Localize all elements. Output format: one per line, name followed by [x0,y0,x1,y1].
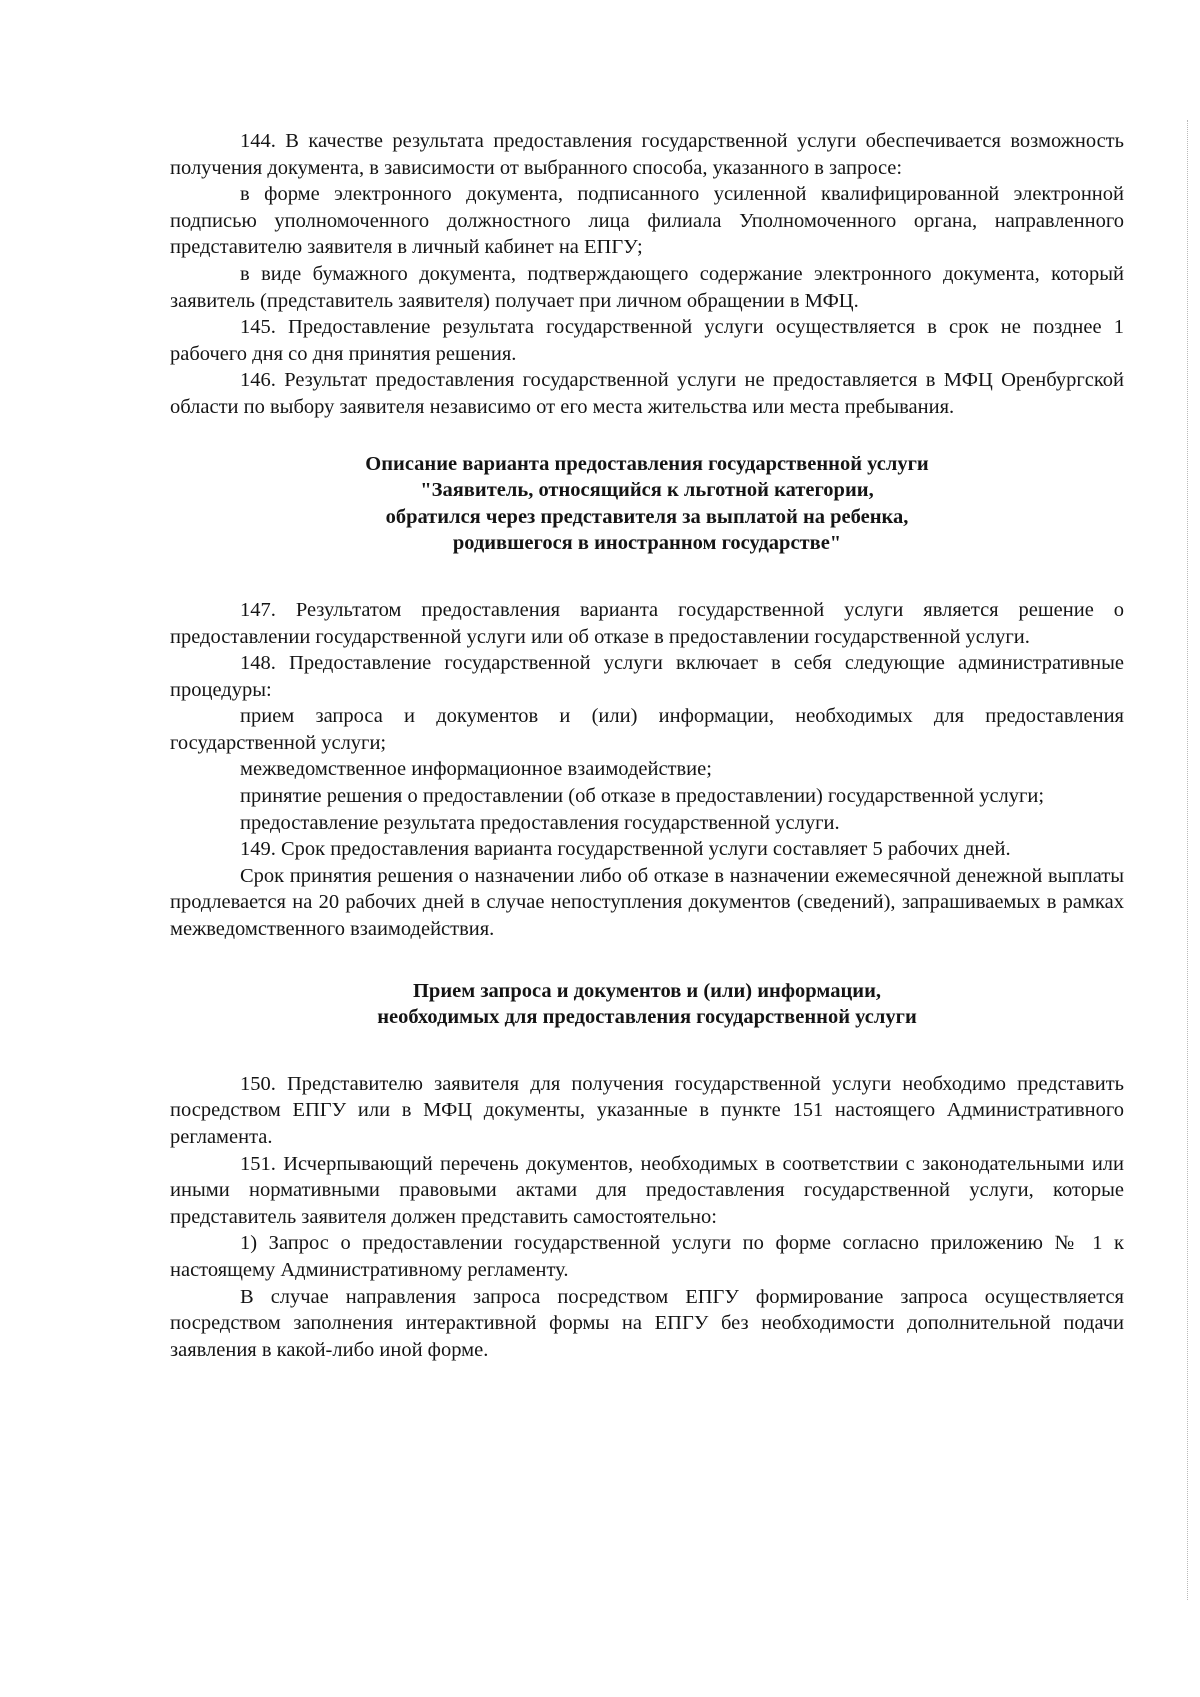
paragraph-148: 148. Предоставление государственной услуги включает в себя следующие административные процедуры: [170,652,1124,701]
paragraph-146: 146. Результат предоставления государственной услуги не предоставляется в МФЦ Оренбургской области по выбору заявителя независимо от его места жительства или места пребывания. [170,369,1124,418]
heading-line: Прием запроса и документов и (или) информации, [412,979,882,1002]
heading-line: "Заявитель, относящийся к льготной категории, [420,479,874,502]
procedure-item: прием запроса и документов и (или) информации, необходимых для предоставления государственной услуги; [170,705,1124,754]
heading-line: Описание варианта предоставления государственной услуги [365,452,929,475]
scan-edge-dotted-line [1187,120,1188,1600]
section-heading-request-reception [170,978,1124,1031]
section-heading-variant-description [170,451,1124,557]
procedure-item: принятие решения о предоставлении (об отказе в предоставлении) государственной услуги; [240,785,1045,808]
paragraph-151-item-1: 1) Запрос о предоставлении государственной услуги по форме согласно приложению № 1 к настоящему Административному регламенту. [170,1232,1124,1281]
procedure-item: предоставление результата предоставления государственной услуги. [240,811,840,834]
heading-line: необходимых для предоставления государственной услуги [377,1006,917,1029]
heading-line: родившегося в иностранном государстве" [452,532,842,555]
paragraph-144-electronic-form: в форме электронного документа, подписанного усиленной квалифицированной электронной подписью уполномоченного должностного лица филиала Уполномоченного органа, направленного представителю заявителя в личный кабинет на ЕПГУ; [170,183,1124,259]
document-body [170,128,1124,1363]
heading-line: обратился через представителя за выплатой на ребенка, [385,505,909,528]
procedure-item: межведомственное информационное взаимодействие; [240,758,712,781]
paragraph-144: 144. В качестве результата предоставления государственной услуги обеспечивается возможность получения документа, в зависимости от выбранного способа, указанного в запросе: [170,130,1124,179]
paragraph-144-paper-form: в виде бумажного документа, подтверждающего содержание электронного документа, который заявитель (представитель заявителя) получает при личном обращении в МФЦ. [170,262,1124,312]
paragraph-150: 150. Представителю заявителя для получения государственной услуги необходимо представить посредством ЕПГУ или в МФЦ документы, указанные в пункте 151 настоящего Административного регламента. [170,1072,1124,1148]
paragraph-149: 149. Срок предоставления варианта государственной услуги составляет 5 рабочих дней. [240,838,1011,861]
paragraph-147: 147. Результатом предоставления варианта государственной услуги является решение о предоставлении государственной услуги или об отказе в предоставлении государственной услуги. [170,598,1124,648]
paragraph-151: 151. Исчерпывающий перечень документов, необходимых в соответствии с законодательными или иными нормативными правовыми актами для предоставления государственной услуги, которые представитель заявителя должен представить самостоятельно: [170,1152,1124,1228]
paragraph-149-extension: Срок принятия решения о назначении либо об отказе в назначении ежемесячной денежной выплаты продлевается на 20 рабочих дней в случае непоступления документов (сведений), запрашиваемых в рамках межведомственного взаимодействия. [170,864,1124,941]
paragraph-151-epgu-note: В случае направления запроса посредством ЕПГУ формирование запроса осуществляется посредством заполнения интерактивной формы на ЕПГУ без необходимости дополнительной подачи заявления в какой-либо иной форме. [170,1285,1124,1361]
paragraph-145: 145. Предоставление результата государственной услуги осуществляется в срок не позднее 1 рабочего дня со дня принятия решения. [170,316,1124,365]
